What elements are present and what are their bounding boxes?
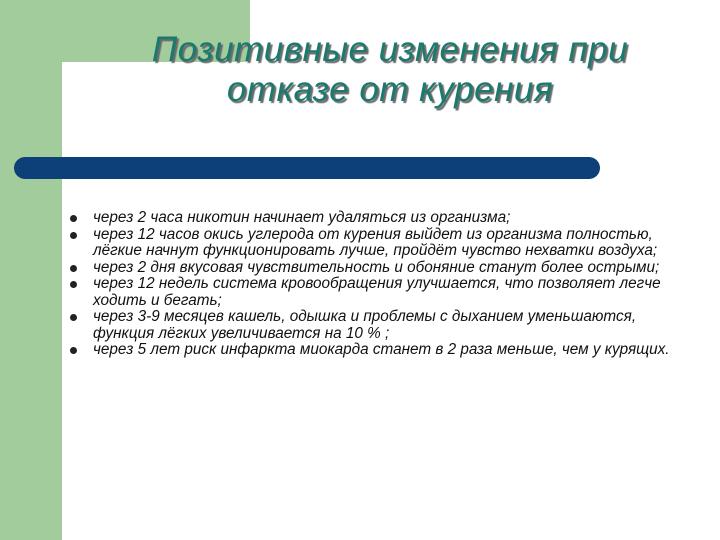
bullet-dot-icon: [70, 265, 77, 272]
bullet-text: через 5 лет риск инфаркта миокарда станет в 2 раза меньше, чем у курящих.: [93, 341, 670, 358]
bullet-item: [70, 260, 670, 277]
left-accent-bar: [0, 0, 62, 540]
title-divider: [14, 157, 600, 179]
bullet-list: [70, 210, 670, 359]
bullet-dot-icon: [70, 281, 77, 288]
bullet-dot-icon: [70, 232, 77, 239]
bullet-item: [70, 227, 670, 260]
bullet-item: [70, 210, 670, 227]
bullet-item: [70, 309, 670, 342]
bullet-dot-icon: [70, 215, 77, 222]
bullet-text: через 2 часа никотин начинает удаляться из организма;: [93, 209, 511, 226]
bullet-item: [70, 276, 670, 309]
bullet-text: через 12 часов окись углерода от курения выйдет из организма полностью, лёгкие начнут функционировать лучше, пройдёт чувство нехватки воздуха;: [93, 225, 658, 259]
title-line-1: Позитивные изменения при: [151, 30, 629, 69]
bullet-dot-icon: [70, 347, 77, 354]
bullet-text: через 12 недель система кровообращения улучшается, что позволяет легче ходить и бегать;: [93, 275, 661, 309]
bullet-item: [70, 342, 670, 359]
title-line-2: отказе от курения: [226, 70, 554, 109]
bullet-text: через 3-9 месяцев кашель, одышка и проблемы с дыханием уменьшаются, функция лёгких увеличивается на 10 % ;: [93, 308, 637, 342]
bullet-text: через 2 дня вкусовая чувствительность и обоняние станут более острыми;: [93, 258, 660, 276]
bullet-dot-icon: [70, 314, 77, 321]
slide-title: [100, 30, 680, 110]
